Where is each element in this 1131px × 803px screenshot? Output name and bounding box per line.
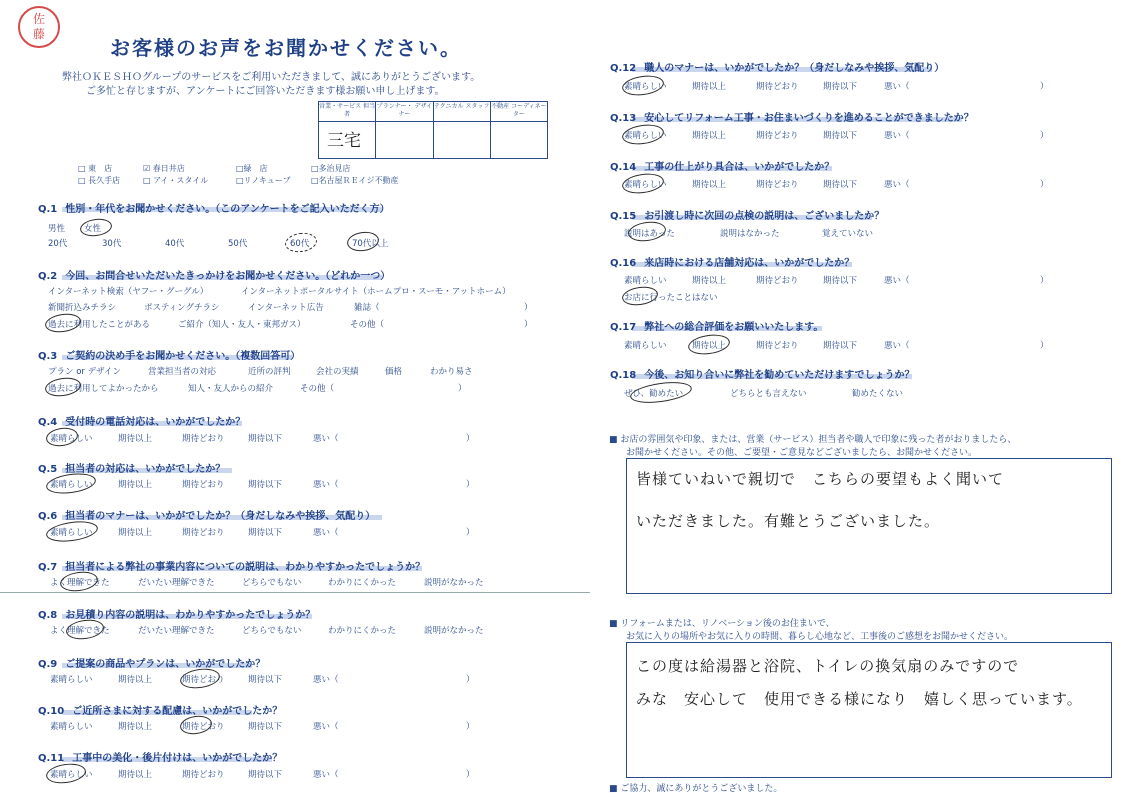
option-bad[interactable]: 悪い（ xyxy=(313,434,339,444)
question-title-q11 xyxy=(38,749,282,764)
question-number: Q.9 xyxy=(38,659,58,670)
option-excellent[interactable]: 素晴らしい xyxy=(50,434,93,444)
question-text: 安心してリフォーム工事・お住まいづくりを進めることができましたか？ xyxy=(644,113,974,124)
question-title-q1 xyxy=(38,200,390,215)
question-title-q15 xyxy=(610,207,884,222)
question-number: Q.1 xyxy=(38,204,58,215)
option-other[interactable]: その他（ xyxy=(300,384,335,394)
question-number: Q.14 xyxy=(610,162,637,173)
question-text: 弊社への総合評価をお願いいたします。 xyxy=(644,322,824,333)
option-paren-close: ） xyxy=(1040,276,1049,286)
comment-1-handwritten-line-2: いただきました。有難とうございました。 xyxy=(636,512,941,530)
option-below-expectation[interactable]: 期待以下 xyxy=(248,675,283,685)
question-number: Q.10 xyxy=(38,706,65,717)
answer-circle xyxy=(45,761,87,785)
option-above-expectation[interactable]: 期待以上 xyxy=(692,82,727,92)
question-number: Q.5 xyxy=(38,464,58,475)
question-title-q17 xyxy=(610,318,823,333)
option-excellent[interactable]: 素晴らしい xyxy=(50,675,93,685)
question-text: ご契約の決め手をお聞かせください。（複数回答可） xyxy=(65,351,301,362)
option-as-expected[interactable]: 期待どおり xyxy=(756,276,799,286)
option-below-expectation[interactable]: 期待以下 xyxy=(248,722,283,732)
question-title-q18 xyxy=(610,366,915,381)
question-number: Q.13 xyxy=(610,113,637,124)
staff-table xyxy=(318,101,548,159)
store-tajimi[interactable]: □多治見店 xyxy=(311,164,351,173)
option-understood-well[interactable]: よく理解できた xyxy=(50,626,110,636)
option-hard-to-understand[interactable]: わかりにくかった xyxy=(328,626,397,636)
option-bad[interactable]: 悪い（ xyxy=(313,675,339,685)
option-posting-flyer[interactable]: ポスティングチラシ xyxy=(144,303,220,313)
option-as-expected[interactable]: 期待どおり xyxy=(182,480,225,490)
option-above-expectation[interactable]: 期待以上 xyxy=(692,341,727,351)
staff-value[interactable] xyxy=(434,122,490,126)
question-title-q7 xyxy=(38,558,425,573)
option-internet-ad[interactable]: インターネット広告 xyxy=(248,303,324,313)
option-excellent[interactable]: 素晴らしい xyxy=(50,770,93,780)
option-mostly-understood[interactable]: だいたい理解できた xyxy=(138,578,215,588)
option-used-before[interactable]: 過去に利用したことがある xyxy=(48,320,151,330)
question-number: Q.4 xyxy=(38,417,58,428)
staff-value-handwritten[interactable]: 三宅 xyxy=(327,131,361,151)
store-kasugai[interactable]: ☑ 春日井店 xyxy=(143,164,185,173)
option-below-expectation[interactable]: 期待以下 xyxy=(248,480,283,490)
option-bad[interactable]: 悪い（ xyxy=(884,82,910,92)
crossed-out-mark xyxy=(284,231,318,254)
answer-circle xyxy=(44,312,82,335)
question-text: 来店時における店舗対応は、いかがでしたか？ xyxy=(644,258,855,269)
comment-prompt-1-line-1: ■ お店の雰囲気や印象、または、営業（サービス）担当者や職人で印象に残った者がおりましたら、 xyxy=(609,435,1017,445)
answer-circle xyxy=(59,569,99,593)
option-above-expectation[interactable]: 期待以上 xyxy=(692,276,727,286)
option-paren-close: ） xyxy=(524,320,533,330)
option-excellent[interactable]: 素晴らしい xyxy=(624,180,667,190)
option-paren-close: ） xyxy=(466,770,475,780)
option-mostly-understood[interactable]: だいたい理解できた xyxy=(138,626,215,636)
option-above-expectation[interactable]: 期待以上 xyxy=(692,131,727,141)
answer-circle xyxy=(621,122,665,147)
staff-header: 不動産 コーディネーター xyxy=(491,102,547,122)
question-title-q4 xyxy=(38,413,245,428)
question-title-q3 xyxy=(38,347,300,362)
option-hard-to-understand[interactable]: わかりにくかった xyxy=(328,578,397,588)
option-as-expected[interactable]: 期待どおり xyxy=(182,675,225,685)
option-bad[interactable]: 悪い（ xyxy=(313,528,339,538)
question-text: 今回、お問合せいただいたきっかけをお聞かせください。（どれか一つ） xyxy=(65,271,391,282)
thank-you-footer: ■ ご協力、誠にありがとうございました。 xyxy=(609,784,783,794)
staff-col-sales xyxy=(319,102,376,158)
option-friend-referral[interactable]: 知人・友人からの紹介 xyxy=(188,384,274,394)
option-male[interactable]: 男性 xyxy=(48,224,66,234)
option-below-expectation[interactable]: 期待以下 xyxy=(248,528,283,538)
staff-header: 営業・サービス 担当者 xyxy=(319,102,375,122)
question-title-q5 xyxy=(38,460,225,475)
option-bad[interactable]: 悪い（ xyxy=(884,131,910,141)
question-title-q16 xyxy=(610,254,854,269)
question-text: 職人のマナーは、いかがでしたか？（身だしなみや挨拶、気配り） xyxy=(644,63,945,74)
option-below-expectation[interactable]: 期待以下 xyxy=(823,131,858,141)
store-nagakute[interactable]: □ 長久手店 xyxy=(78,176,121,185)
question-number: Q.8 xyxy=(38,610,58,621)
option-as-expected[interactable]: 期待どおり xyxy=(756,180,799,190)
answer-circle xyxy=(79,217,113,238)
answer-circle xyxy=(621,285,659,308)
answer-circle xyxy=(346,230,380,253)
store-i-style[interactable]: □ アイ・スタイル xyxy=(143,176,209,185)
option-paren-close: ） xyxy=(466,722,475,732)
question-text: ご提案の商品やプランは、いかがでしたか？ xyxy=(65,659,266,670)
staff-col-technical xyxy=(434,102,491,158)
option-good-past-use[interactable]: 過去に利用してよかったから xyxy=(48,384,159,394)
question-text: 受付時の電話対応は、いかがでしたか？ xyxy=(65,417,246,428)
option-would-not-recommend[interactable]: 勧めたくない xyxy=(852,389,904,399)
option-below-expectation[interactable]: 期待以下 xyxy=(248,770,283,780)
option-below-expectation[interactable]: 期待以下 xyxy=(248,434,283,444)
option-excellent[interactable]: 素晴らしい xyxy=(50,722,93,732)
question-number: Q.12 xyxy=(610,63,637,74)
option-paren-close: ） xyxy=(1040,341,1049,351)
option-bad[interactable]: 悪い（ xyxy=(313,722,339,732)
staff-header: プランナー・ デザイナー xyxy=(376,102,432,122)
option-below-expectation[interactable]: 期待以下 xyxy=(823,180,858,190)
question-title-q14 xyxy=(610,158,834,173)
option-referral[interactable]: ご紹介（知人・友人・東邦ガス） xyxy=(178,320,306,330)
option-as-expected[interactable]: 期待どおり xyxy=(182,770,225,780)
option-as-expected[interactable]: 期待どおり xyxy=(182,434,225,444)
option-cant-say[interactable]: どちらとも言えない xyxy=(730,389,807,399)
store-renocube[interactable]: □リノキューブ xyxy=(236,176,291,185)
option-track-record[interactable]: 会社の実績 xyxy=(316,367,359,377)
answer-circle xyxy=(621,171,665,196)
option-excellent[interactable]: 素晴らしい xyxy=(624,276,667,286)
option-excellent[interactable]: 素晴らしい xyxy=(50,528,93,538)
question-text: 工事の仕上がり具合は、いかがでしたか？ xyxy=(644,162,835,173)
option-as-expected[interactable]: 期待どおり xyxy=(182,722,225,732)
option-20s[interactable]: 20代 xyxy=(48,239,68,249)
answer-circle xyxy=(687,332,731,357)
question-title-q13 xyxy=(610,109,974,124)
comment-2-handwritten-line-2: みな 安心して 使用できる様になり 嬉しく思っています。 xyxy=(636,690,1083,708)
option-paren-close: ） xyxy=(466,480,475,490)
option-excellent[interactable]: 素晴らしい xyxy=(624,341,667,351)
answer-circle xyxy=(179,714,213,736)
option-excellent[interactable]: 素晴らしい xyxy=(624,131,667,141)
option-as-expected[interactable]: 期待どおり xyxy=(756,131,799,141)
comment-2-handwritten-line-1: この度は給湯器と浴院、トイレの換気扇のみですので xyxy=(636,657,1020,675)
option-bad[interactable]: 悪い（ xyxy=(313,770,339,780)
survey-title: お客様のお声をお聞かせください。 xyxy=(110,36,462,60)
question-title-q6 xyxy=(38,507,375,522)
answer-circle xyxy=(45,518,99,544)
option-paren-close: ） xyxy=(458,384,467,394)
option-above-expectation[interactable]: 期待以上 xyxy=(692,180,727,190)
question-number: Q.15 xyxy=(610,211,637,222)
option-neutral[interactable]: どちらでもない xyxy=(242,626,302,636)
answer-circle xyxy=(44,376,82,399)
question-number: Q.7 xyxy=(38,562,58,573)
question-title-q8 xyxy=(38,606,315,621)
option-paren-close: ） xyxy=(1040,131,1049,141)
option-magazine[interactable]: 雑誌（ xyxy=(354,303,380,313)
answer-circle xyxy=(627,219,667,243)
option-female[interactable]: 女性 xyxy=(84,224,102,234)
option-above-expectation[interactable]: 期待以上 xyxy=(118,528,153,538)
option-50s[interactable]: 50代 xyxy=(228,239,248,249)
option-explained[interactable]: 説明はあった xyxy=(624,229,675,239)
option-as-expected[interactable]: 期待どおり xyxy=(756,341,799,351)
staff-value[interactable] xyxy=(376,122,432,126)
option-no-explanation[interactable]: 説明がなかった xyxy=(424,578,484,588)
option-excellent[interactable]: 素晴らしい xyxy=(50,480,93,490)
option-definitely-recommend[interactable]: ぜひ、勧めたい xyxy=(624,389,684,399)
option-bad[interactable]: 悪い（ xyxy=(884,341,910,351)
option-bad[interactable]: 悪い（ xyxy=(313,480,339,490)
option-dont-remember[interactable]: 覚えていない xyxy=(822,229,874,239)
option-sales-response[interactable]: 営業担当者の対応 xyxy=(148,367,217,377)
option-no-explanation[interactable]: 説明がなかった xyxy=(424,626,484,636)
option-paren-close: ） xyxy=(1040,180,1049,190)
option-60s[interactable]: 60代 xyxy=(290,239,310,249)
comment-prompt-2-line-2: お気に入りの場所やお気に入りの時間、暮らし心地など、工事後のご感想をお聞かせください。 xyxy=(626,632,1014,642)
question-text: 担当者のマナーは、いかがでしたか？（身だしなみや挨拶、気配り） xyxy=(65,511,376,522)
answer-circle xyxy=(65,617,105,641)
staff-value[interactable] xyxy=(491,122,547,126)
question-title-q9 xyxy=(38,655,265,670)
question-text: 性別・年代をお聞かせください。（このアンケートをご記入いただく方） xyxy=(65,204,390,215)
staff-col-realestate xyxy=(491,102,547,158)
option-above-expectation[interactable]: 期待以上 xyxy=(118,434,153,444)
question-number: Q.3 xyxy=(38,351,58,362)
option-paren-close: ） xyxy=(466,528,475,538)
staff-header: テクニカル スタッフ xyxy=(434,102,490,122)
question-text: お見積り内容の説明は、わかりやすかったでしょうか？ xyxy=(65,610,316,621)
question-number: Q.6 xyxy=(38,511,58,522)
question-text: お引渡し時に次回の点検の説明は、ございましたか？ xyxy=(644,211,885,222)
option-40s[interactable]: 40代 xyxy=(165,239,185,249)
question-text: ご近所さまに対する配慮は、いかがでしたか？ xyxy=(72,706,283,717)
option-70s-plus[interactable]: 70代以上 xyxy=(352,239,389,249)
option-30s[interactable]: 30代 xyxy=(102,239,122,249)
option-excellent[interactable]: 素晴らしい xyxy=(624,82,667,92)
option-above-expectation[interactable]: 期待以上 xyxy=(118,480,153,490)
option-as-expected[interactable]: 期待どおり xyxy=(182,528,225,538)
option-internet-search[interactable]: インターネット検索（ヤフー・グーグル） xyxy=(48,287,209,297)
question-number: Q.18 xyxy=(610,370,637,381)
comment-prompt-2-line-1: ■ リフォームまたは、リノベーション後のお住まいで、 xyxy=(609,619,835,629)
option-below-expectation[interactable]: 期待以下 xyxy=(823,341,858,351)
question-title-q10 xyxy=(38,702,282,717)
option-paren-close: ） xyxy=(466,434,475,444)
question-title-q2 xyxy=(38,267,390,282)
option-clarity[interactable]: わかり易さ xyxy=(430,367,473,377)
option-understood-well[interactable]: よく理解できた xyxy=(50,578,110,588)
option-below-expectation[interactable]: 期待以下 xyxy=(823,276,858,286)
intro-line-2: ご多忙と存じますが、アンケートにご回答いただきます様お願い申し上げます。 xyxy=(86,86,445,97)
comment-prompt-1-line-2: お聞かせください。その他、ご要望・ご意見などございましたら、お聞かせください。 xyxy=(626,448,978,458)
staff-col-planner xyxy=(376,102,433,158)
option-price[interactable]: 価格 xyxy=(385,367,403,377)
option-bad[interactable]: 悪い（ xyxy=(884,276,910,286)
question-number: Q.11 xyxy=(38,753,65,764)
question-text: 担当者の対応は、いかがでしたか？ xyxy=(65,464,226,475)
option-never-visited[interactable]: お店に行ったことはない xyxy=(624,293,718,303)
option-not-explained[interactable]: 説明はなかった xyxy=(720,229,780,239)
option-reputation[interactable]: 近所の評判 xyxy=(248,367,291,377)
option-newspaper-flyer[interactable]: 新聞折込みチラシ xyxy=(48,303,117,313)
option-paren-close: ） xyxy=(1040,82,1049,92)
question-number: Q.17 xyxy=(610,322,637,333)
option-paren-close: ） xyxy=(466,675,475,685)
option-paren-close: ） xyxy=(524,303,533,313)
option-bad[interactable]: 悪い（ xyxy=(884,180,910,190)
answer-circle xyxy=(621,73,665,98)
question-title-q12 xyxy=(610,59,944,74)
store-east[interactable]: □ 東 店 xyxy=(78,164,113,173)
option-plan-design[interactable]: プラン or デザイン xyxy=(48,367,122,377)
option-above-expectation[interactable]: 期待以上 xyxy=(118,722,153,732)
name-seal-stamp: 佐 藤 xyxy=(18,6,60,48)
option-portal-site[interactable]: インターネットポータルサイト（ホームプロ・スーモ・アットホーム） xyxy=(241,287,511,297)
question-number: Q.16 xyxy=(610,258,637,269)
answer-circle xyxy=(45,426,79,448)
store-nagoya-reiji[interactable]: □名古屋ＲＥイジ不動産 xyxy=(311,176,399,185)
option-other[interactable]: その他（ xyxy=(350,320,385,330)
intro-line-1: 弊社ＯＫＥＳＨＯグループのサービスをご利用いただきまして、誠にありがとうございます。 xyxy=(62,72,481,83)
option-neutral[interactable]: どちらでもない xyxy=(242,578,302,588)
page-fold-divider xyxy=(0,592,590,593)
option-above-expectation[interactable]: 期待以上 xyxy=(118,770,153,780)
question-number: Q.2 xyxy=(38,271,58,282)
store-midori[interactable]: □緑 店 xyxy=(236,164,268,173)
question-text: 今後、お知り合いに弊社を勧めていただけますでしょうか？ xyxy=(644,370,915,381)
option-above-expectation[interactable]: 期待以上 xyxy=(118,675,153,685)
question-text: 工事中の美化・後片付けは、いかがでしたか？ xyxy=(72,753,283,764)
comment-1-handwritten-line-1: 皆様ていねいで親切で こちらの要望もよく聞いて xyxy=(636,470,1005,488)
answer-circle xyxy=(629,379,693,406)
option-as-expected[interactable]: 期待どおり xyxy=(756,82,799,92)
option-below-expectation[interactable]: 期待以下 xyxy=(823,82,858,92)
question-text: 担当者による弊社の事業内容についての説明は、わかりやすかったでしょうか？ xyxy=(65,562,426,573)
